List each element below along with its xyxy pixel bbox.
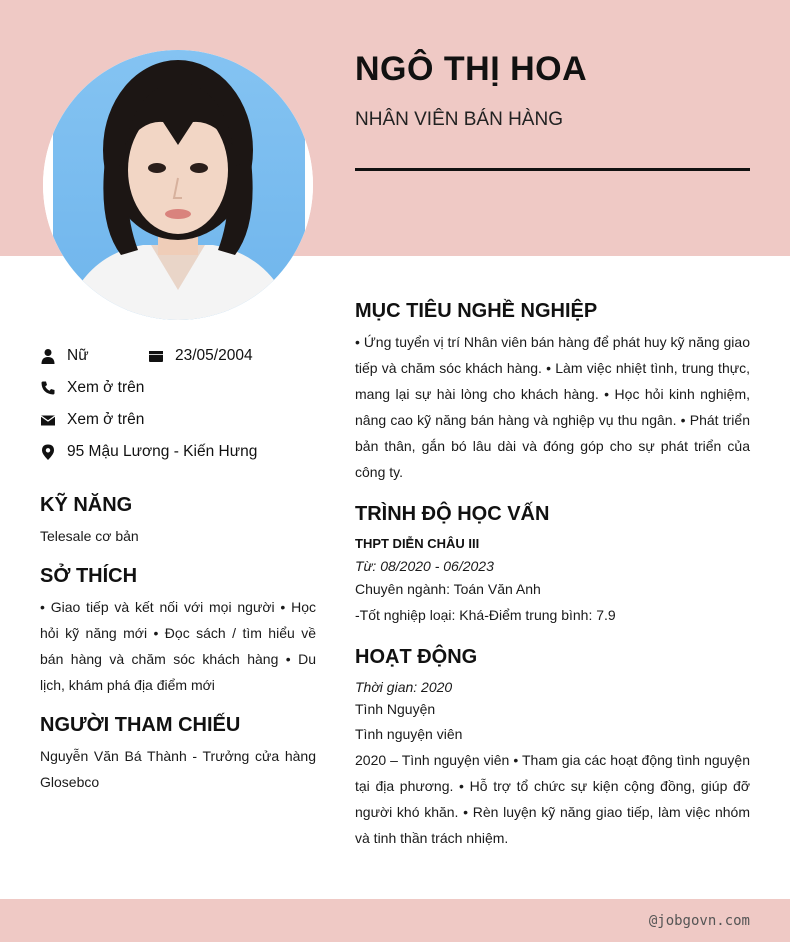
objective-text: • Ứng tuyển vị trí Nhân viên bán hàng để phát huy kỹ năng giao tiếp và chăm sóc khách hàng. • Làm việc nhiệt tình, trung thực, mang lại sự hài lòng cho khách hàng. • Học hỏi kinh nghiệm, nâng cao kỹ năng bán hàng và nghiệp vụ thu ngân. • Phát triển bản thân, gắn bó lâu dài và đóng góp cho sự phát triển của công ty. bbox=[355, 334, 750, 480]
activities-role: Tình nguyện viên bbox=[355, 726, 463, 742]
location-pin-icon bbox=[40, 444, 56, 460]
skills-title: KỸ NĂNG bbox=[40, 494, 133, 516]
dob-field bbox=[148, 347, 253, 365]
candidate-job-title: NHÂN VIÊN BÁN HÀNG bbox=[355, 109, 563, 130]
contact-row-email bbox=[40, 404, 316, 436]
mail-icon bbox=[40, 412, 56, 428]
hobbies-text: • Giao tiếp và kết nối với mọi người • Học hỏi kỹ năng mới • Đọc sách / tìm hiểu về bán hàng và chăm sóc khách hàng • Du lịch, khám phá địa điểm mới bbox=[40, 599, 316, 693]
profile-photo-image bbox=[43, 50, 313, 320]
right-column bbox=[355, 300, 750, 851]
education-title: TRÌNH ĐỘ HỌC VẤN bbox=[355, 503, 550, 525]
person-icon bbox=[40, 348, 56, 364]
footer-brand: @jobgovn.com bbox=[648, 913, 750, 929]
education-section bbox=[355, 503, 750, 628]
objective-section bbox=[355, 300, 750, 485]
references-title: NGƯỜI THAM CHIẾU bbox=[40, 714, 241, 736]
contact-row-address bbox=[40, 436, 316, 468]
activities-section bbox=[355, 646, 750, 851]
references-section bbox=[40, 714, 316, 795]
hobbies-section bbox=[40, 565, 316, 698]
header-divider bbox=[355, 168, 750, 171]
activities-org: Tình Nguyện bbox=[355, 701, 436, 717]
candidate-name: NGÔ THỊ HOA bbox=[355, 50, 588, 88]
calendar-icon bbox=[148, 348, 164, 364]
hobbies-title: SỞ THÍCH bbox=[40, 565, 138, 587]
profile-photo bbox=[43, 50, 313, 320]
activities-time: Thời gian: 2020 bbox=[355, 679, 453, 695]
phone-icon bbox=[40, 380, 56, 396]
dob-value: 23/05/2004 bbox=[175, 347, 253, 364]
phone-value: Xem ở trên bbox=[67, 379, 145, 396]
education-period: Từ: 08/2020 - 06/2023 bbox=[355, 558, 494, 574]
activities-text: 2020 – Tình nguyện viên • Tham gia các hoạt động tình nguyện tại địa phương. • Hỗ trợ tổ chức sự kiện cộng đồng, giúp đỡ người khó khăn. • Rèn luyện kỹ năng giao tiếp, làm việc nhóm và tinh thần trách nhiệm. bbox=[355, 752, 750, 846]
left-column bbox=[40, 340, 316, 795]
objective-title: MỤC TIÊU NGHỀ NGHIỆP bbox=[355, 300, 598, 322]
skills-section bbox=[40, 494, 316, 549]
address-value: 95 Mậu Lương - Kiến Hưng bbox=[67, 443, 258, 460]
activities-title: HOẠT ĐỘNG bbox=[355, 646, 478, 668]
gender-value: Nữ bbox=[67, 347, 89, 364]
contact-row-gender-dob bbox=[40, 340, 316, 372]
references-text: Nguyễn Văn Bá Thành - Trưởng cửa hàng Glosebco bbox=[40, 748, 316, 790]
contact-row-phone bbox=[40, 372, 316, 404]
education-school: THPT DIỄN CHÂU III bbox=[355, 536, 480, 551]
education-result: -Tốt nghiệp loại: Khá-Điểm trung bình: 7.9 bbox=[355, 607, 616, 623]
education-major: Chuyên ngành: Toán Văn Anh bbox=[355, 581, 541, 597]
email-value: Xem ở trên bbox=[67, 411, 145, 428]
skills-text: Telesale cơ bản bbox=[40, 528, 139, 544]
gender-field bbox=[40, 347, 148, 365]
